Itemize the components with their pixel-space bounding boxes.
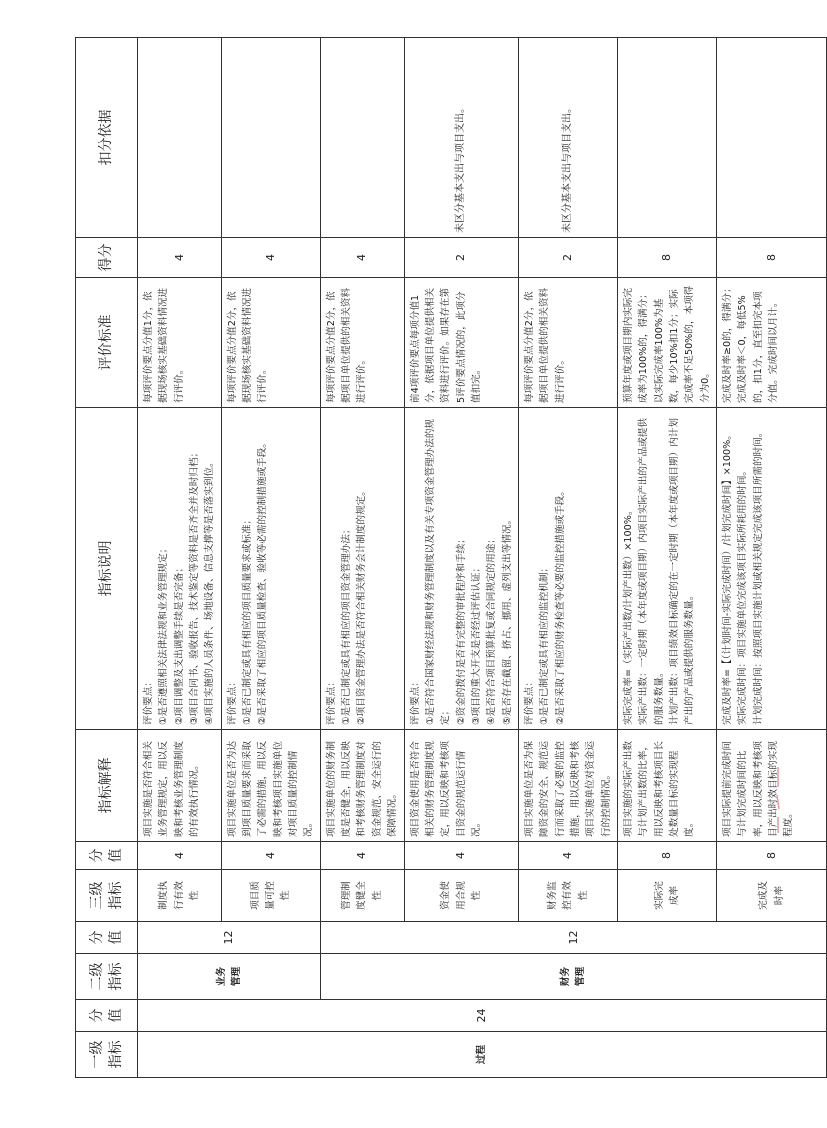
explanation-cell: 项目实施单位的财务制度是否健全，用以反映和考核财务管理制度对资金规范、安全运行的保障情况。	[320, 730, 404, 842]
header-standard: 评价标准	[76, 278, 138, 408]
explanation-cell: 项目实际提前完成时间与计划完成时间的比率，用以反映和考核项目产出时效目标的实现程度。	[717, 730, 827, 842]
explanation-cell: 项目实施单位是否为保障资金的安全、规范运行而采取了必要的监控措施，用以反映和考核项目实施单位对资金运行的控制情况。	[518, 730, 617, 842]
description-line: ③项目合同书、验收报告、技术鉴定等资料是否齐全并及时归档；	[189, 447, 201, 725]
description-line: 实际完成率=（实际产出数/计划产出数）×100%。	[622, 505, 634, 725]
description-line: 评价要点：	[226, 677, 238, 725]
standard-cell: 每项评价要点分值2分，依据现场核实基础资料情况进行评价。	[221, 278, 320, 408]
description-cell	[404, 408, 518, 730]
description-line: ②是否采取了相应的项目质量检查、验收等必需的控制措施或手段。	[257, 438, 269, 725]
basis-cell: 未区分基本支出与项目支出。	[518, 38, 617, 238]
level3-score: 4	[138, 842, 222, 870]
description-line: ①是否符合国家财经法规和财务管理制度以及有关专项资金管理办法的规定；	[424, 418, 452, 725]
header-level1: 一级 指标	[76, 1032, 138, 1078]
evaluation-table	[75, 37, 827, 1078]
explanation-cell: 项目实施单位是否为达到项目质量要求而采取了必需的措施，用以反映和考核项目实施单位对项目质量的控制情况。	[221, 730, 320, 842]
description-line: ②是否采取了相应的财务检查等必要的监控措施或手段。	[554, 486, 566, 725]
description-line: 实际完成时间：项目实施单位完成该项目实际所耗用的时间。	[737, 465, 749, 725]
got-score: 2	[518, 238, 617, 278]
level3-score: 4	[320, 842, 404, 870]
standard-cell: 每项评价要点分值2分，依据项目单位提供的相关资料进行评价。	[518, 278, 617, 408]
group-name: 财务 管理	[320, 954, 826, 1000]
explanation-cell: 项目实施是否符合相关业务管理规定，用以反映和考核业务管理制度的有效执行情况。	[138, 730, 222, 842]
got-score: 4	[138, 238, 222, 278]
description-line: ⑤是否存在截留、挤占、挪用、虚列支出等情况。	[501, 514, 513, 725]
header-score3: 分 值	[76, 842, 138, 870]
header-row	[76, 38, 138, 1078]
level3-score: 4	[518, 842, 617, 870]
got-score: 8	[717, 238, 827, 278]
level3-name: 实际完 成率	[617, 870, 716, 922]
standard-cell: 前4项评价要点每项分值1分，依据项目单位提供相关资料进行评价。如果存在第5评价要点情况的，此项分值扣完。	[404, 278, 518, 408]
level3-score: 4	[404, 842, 518, 870]
description-line: 实际产出数：一定时期（本年度或项目期）内项目实际产出的产品或提供的服务数量。	[638, 418, 665, 725]
standard-cell: 完成及时率≥0的，得满分；完成及时率＜0，每低5%的，扣1分，直至扣完本项分值。完成时间以月计。	[717, 278, 827, 408]
description-line: ①是否已制定或具有相应的监控机制；	[539, 562, 551, 725]
red-ink-mark	[775, 765, 781, 835]
description-line: 计划产出数：项目绩效目标确定的在一定时期（本年度或项目期）内计划产出的产品或提供的服务数量。	[669, 418, 696, 725]
description-line: 评价要点：	[325, 677, 337, 725]
got-score: 4	[221, 238, 320, 278]
group-score: 12	[320, 922, 826, 954]
description-line: ④项目实施的人员条件、场地设备、信息支撑等是否落实到位。	[204, 457, 216, 725]
level1-name: 过程	[138, 1032, 827, 1078]
description-line: 评价要点：	[409, 677, 421, 725]
header-level3: 三级 指标	[76, 870, 138, 922]
description-line: ①是否已制定或具有相应的项目质量要求或标准；	[242, 514, 254, 725]
header-got: 得分	[76, 238, 138, 278]
standard-cell: 每项评价要点分值1分，依据现场核实基础资料情况进行评价。	[138, 278, 222, 408]
basis-cell	[138, 38, 222, 238]
description-line: ①是否已制定或具有相应的项目资金管理办法；	[341, 524, 353, 725]
description-cell	[221, 408, 320, 730]
description-line: 完成及时率=【（计划时间-实际完成时间）/计划完成时间】×100%。	[722, 430, 734, 725]
header-score1: 分值	[76, 1000, 138, 1032]
description-cell	[518, 408, 617, 730]
description-line: ②资金的拨付是否有完整的审批程序和手续；	[455, 534, 467, 725]
header-basis: 扣分依据	[76, 38, 138, 238]
header-description: 指标说明	[76, 408, 138, 730]
header-score2: 分值	[76, 922, 138, 954]
level3-score: 4	[221, 842, 320, 870]
level3-name: 资金使 用合规 性	[404, 870, 518, 922]
got-score: 2	[404, 238, 518, 278]
basis-cell	[717, 38, 827, 238]
level1-score: 24	[138, 1000, 827, 1032]
description-line: 评价要点：	[143, 677, 154, 725]
basis-cell	[221, 38, 320, 238]
table-row	[320, 38, 404, 1078]
basis-cell	[320, 38, 404, 238]
description-cell	[617, 408, 716, 730]
standard-cell: 预算年度或项目期内实际完成率为100%的，得满分；以实际完成率100%为基数，每少10%扣1分；实际完成率不足50%的，本项得分为0。	[617, 278, 716, 408]
level3-score: 8	[617, 842, 716, 870]
explanation-cell: 项目资金使用是否符合相关的财务管理制度规定，用以反映和考核项目资金的规范运行情况。	[404, 730, 518, 842]
got-score: 8	[617, 238, 716, 278]
explanation-cell: 项目实施的实际产出数与计划产出数的比率，用以反映和考核项目长处数量目标的实现程度。	[617, 730, 716, 842]
level3-name: 制度执 行有效 性	[138, 870, 222, 922]
level3-name: 项目质 量可控 性	[221, 870, 320, 922]
description-cell	[717, 408, 827, 730]
description-line: ③项目的重大开支是否经过评估认证；	[470, 562, 482, 725]
basis-cell: 未区分基本支出与项目支出。	[404, 38, 518, 238]
group-score: 12	[138, 922, 321, 954]
level3-name: 完成及 时率	[717, 870, 827, 922]
description-line: ①是否遵照相关法律法规和业务管理规定；	[158, 543, 170, 725]
description-cell	[138, 408, 222, 730]
got-score: 4	[320, 238, 404, 278]
level3-name: 管理制 度健全 性	[320, 870, 404, 922]
description-line: 计划完成时间：按照项目实施计划或相关规定完成该项目所需的时间。	[752, 427, 764, 725]
header-explanation: 指标解释	[76, 730, 138, 842]
rotated-page	[75, 38, 795, 1078]
table-row	[138, 38, 222, 1078]
group-name: 业务 管理	[138, 954, 321, 1000]
level3-name: 财务监 控有效 性	[518, 870, 617, 922]
standard-cell: 每项评价要点分值2分，依据项目单位提供的相关资料进行评价。	[320, 278, 404, 408]
description-line: ②项目资金管理办法是否符合相关财务会计制度的规定。	[356, 486, 368, 725]
description-cell	[320, 408, 404, 730]
description-line: ②项目调整及支出调整手续是否完备；	[173, 562, 185, 725]
basis-cell	[617, 38, 716, 238]
level3-score: 8	[717, 842, 827, 870]
description-line: ④是否符合项目预算批复或合同规定的用途；	[486, 534, 498, 725]
description-line: 评价要点：	[523, 677, 535, 725]
header-level2: 二级 指标	[76, 954, 138, 1000]
